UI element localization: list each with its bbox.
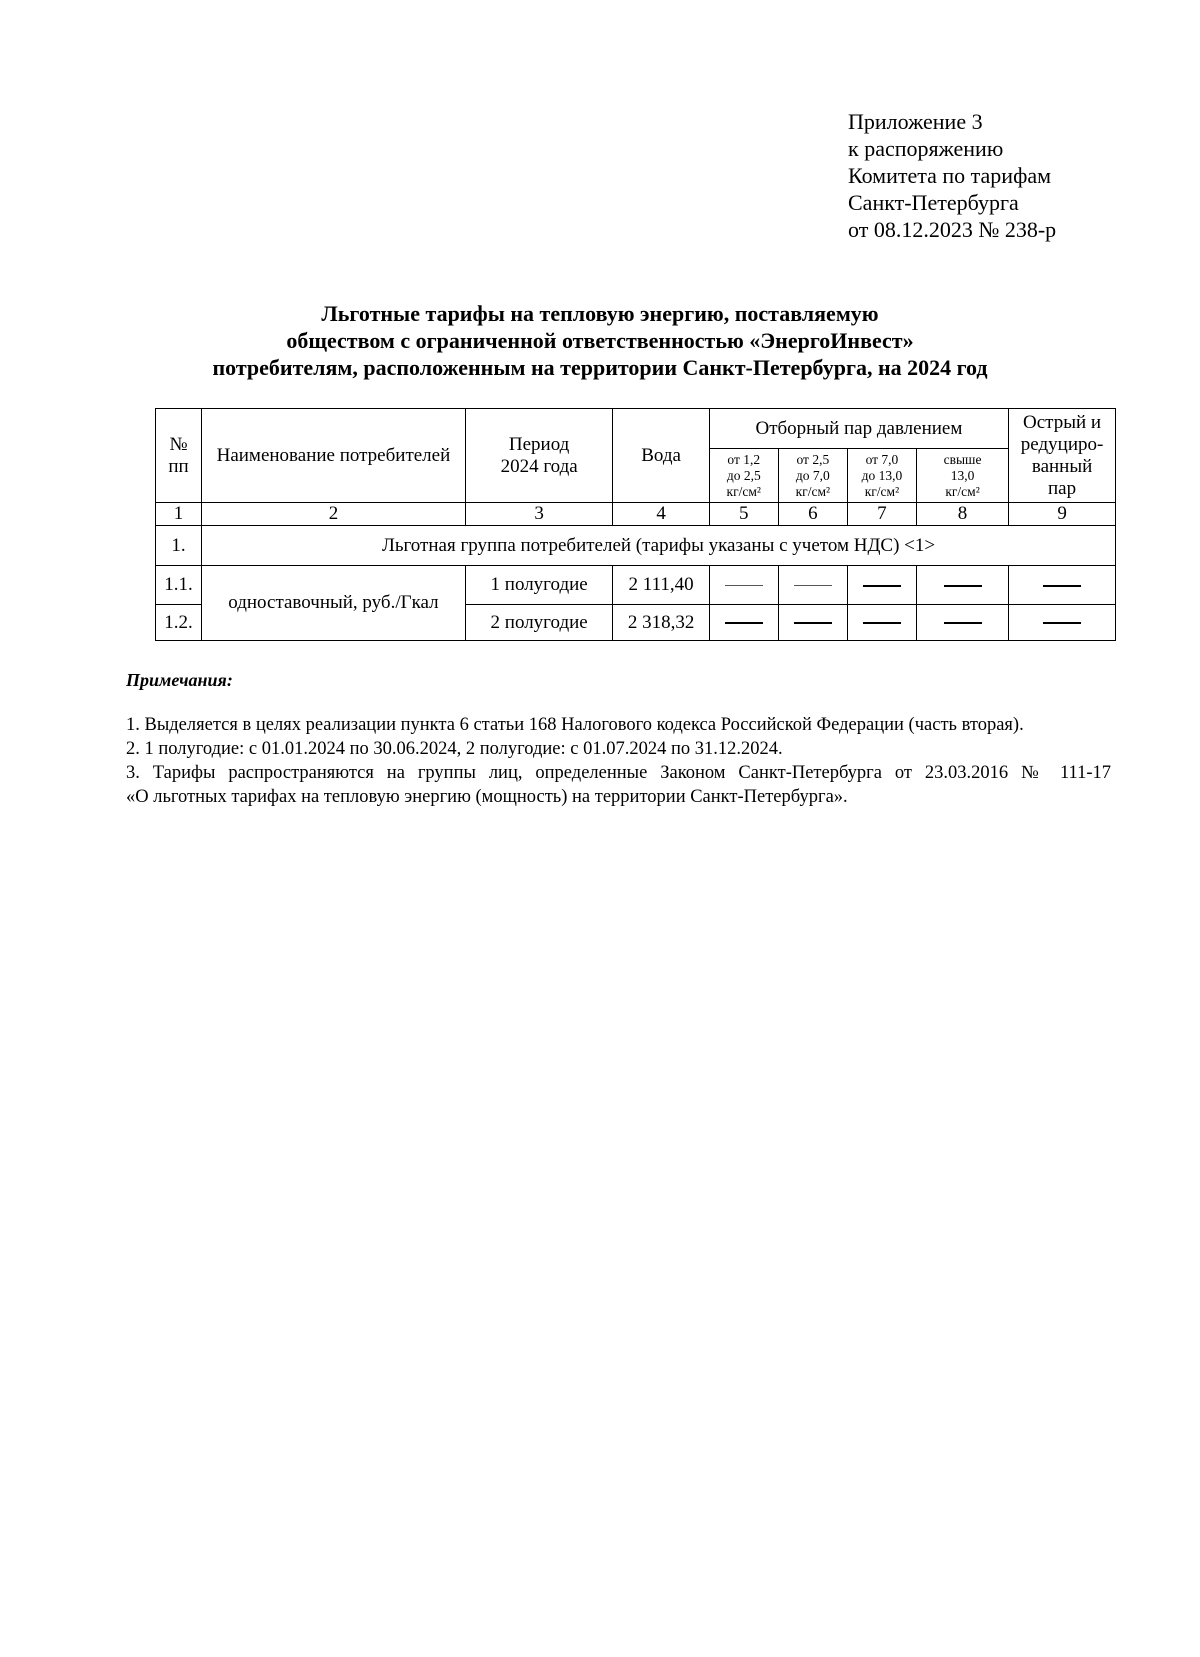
appendix-line: Комитета по тарифам [848, 163, 1052, 188]
dash [1043, 622, 1081, 624]
notes-list [126, 713, 1111, 809]
appendix-line: к распоряжению [848, 136, 1004, 161]
dash [944, 585, 982, 587]
row-c8 [916, 566, 1008, 605]
dash [794, 622, 832, 624]
group-label: Льготная группа потребителей (тарифы указаны с учетом НДС) <1> [202, 526, 1116, 566]
row-period: 2 полугодие [465, 605, 613, 641]
dash [1043, 585, 1081, 587]
tariff-name: одноставочный, руб./Гкал [202, 566, 466, 641]
header-steam-col: от 7,0 до 13,0 кг/см² [847, 449, 916, 503]
header-row [156, 409, 1116, 449]
row-num: 1.2. [156, 605, 202, 641]
column-number: 9 [1009, 503, 1116, 526]
appendix-line: Санкт-Петербурга [848, 190, 1019, 215]
group-num: 1. [156, 526, 202, 566]
title-line: Льготные тарифы на тепловую энергию, поставляемую [321, 301, 879, 326]
note-item: 3. Тарифы распространяются на группы лиц, определенные Законом Санкт-Петербурга от 23.03.2016 № 111-17 [126, 763, 1111, 783]
row-period: 1 полугодие [465, 566, 613, 605]
row-c6 [778, 566, 847, 605]
appendix-line: от 08.12.2023 № 238-р [848, 217, 1057, 242]
column-number: 3 [465, 503, 613, 526]
column-number: 7 [847, 503, 916, 526]
header-steam-group: Отборный пар давлением [709, 409, 1008, 449]
row-c9 [1009, 566, 1116, 605]
dash [944, 622, 982, 624]
note-item: 1. Выделяется в целях реализации пункта 6 статьи 168 Налогового кодекса Российской Федерации (часть вторая). [126, 715, 1024, 735]
note-item: «О льготных тарифах на тепловую энергию (мощность) на территории Санкт-Петербурга». [126, 787, 848, 807]
row-c7 [847, 605, 916, 641]
table-row [156, 566, 1116, 605]
dash [863, 585, 901, 587]
header-water: Вода [613, 409, 709, 503]
tariff-table [155, 408, 1116, 641]
dash [794, 585, 832, 586]
row-c7 [847, 566, 916, 605]
title-line: потребителям, расположенным на территории Санкт-Петербурга, на 2024 год [212, 355, 988, 380]
group-row [156, 526, 1116, 566]
row-c8 [916, 605, 1008, 641]
header-steam-col: от 1,2 до 2,5 кг/см² [709, 449, 778, 503]
row-c6 [778, 605, 847, 641]
column-number: 2 [202, 503, 466, 526]
row-water-value: 2 111,40 [613, 566, 709, 605]
column-number: 1 [156, 503, 202, 526]
row-c5 [709, 566, 778, 605]
appendix-line: Приложение 3 [848, 109, 983, 134]
column-number: 4 [613, 503, 709, 526]
document-title [100, 300, 1100, 381]
title-line: обществом с ограниченной ответственностью «ЭнергоИнвест» [286, 328, 914, 353]
dash [725, 622, 763, 624]
header-period: Период 2024 года [465, 409, 613, 503]
row-num: 1.1. [156, 566, 202, 605]
notes-heading: Примечания: [126, 670, 233, 690]
header-num: № пп [156, 409, 202, 503]
column-number: 6 [778, 503, 847, 526]
header-sharp-steam: Острый и редуциро- ванный пар [1009, 409, 1116, 503]
column-number: 5 [709, 503, 778, 526]
row-water-value: 2 318,32 [613, 605, 709, 641]
appendix-reference [848, 108, 1056, 243]
row-c9 [1009, 605, 1116, 641]
note-item: 2. 1 полугодие: с 01.01.2024 по 30.06.2024, 2 полугодие: с 01.07.2024 по 31.12.2024. [126, 739, 783, 759]
header-steam-col: свыше 13,0 кг/см² [916, 449, 1008, 503]
header-steam-col: от 2,5 до 7,0 кг/см² [778, 449, 847, 503]
column-number: 8 [916, 503, 1008, 526]
row-c5 [709, 605, 778, 641]
dash [863, 622, 901, 624]
header-consumer-name: Наименование потребителей [202, 409, 466, 503]
column-number-row [156, 503, 1116, 526]
dash [725, 585, 763, 586]
